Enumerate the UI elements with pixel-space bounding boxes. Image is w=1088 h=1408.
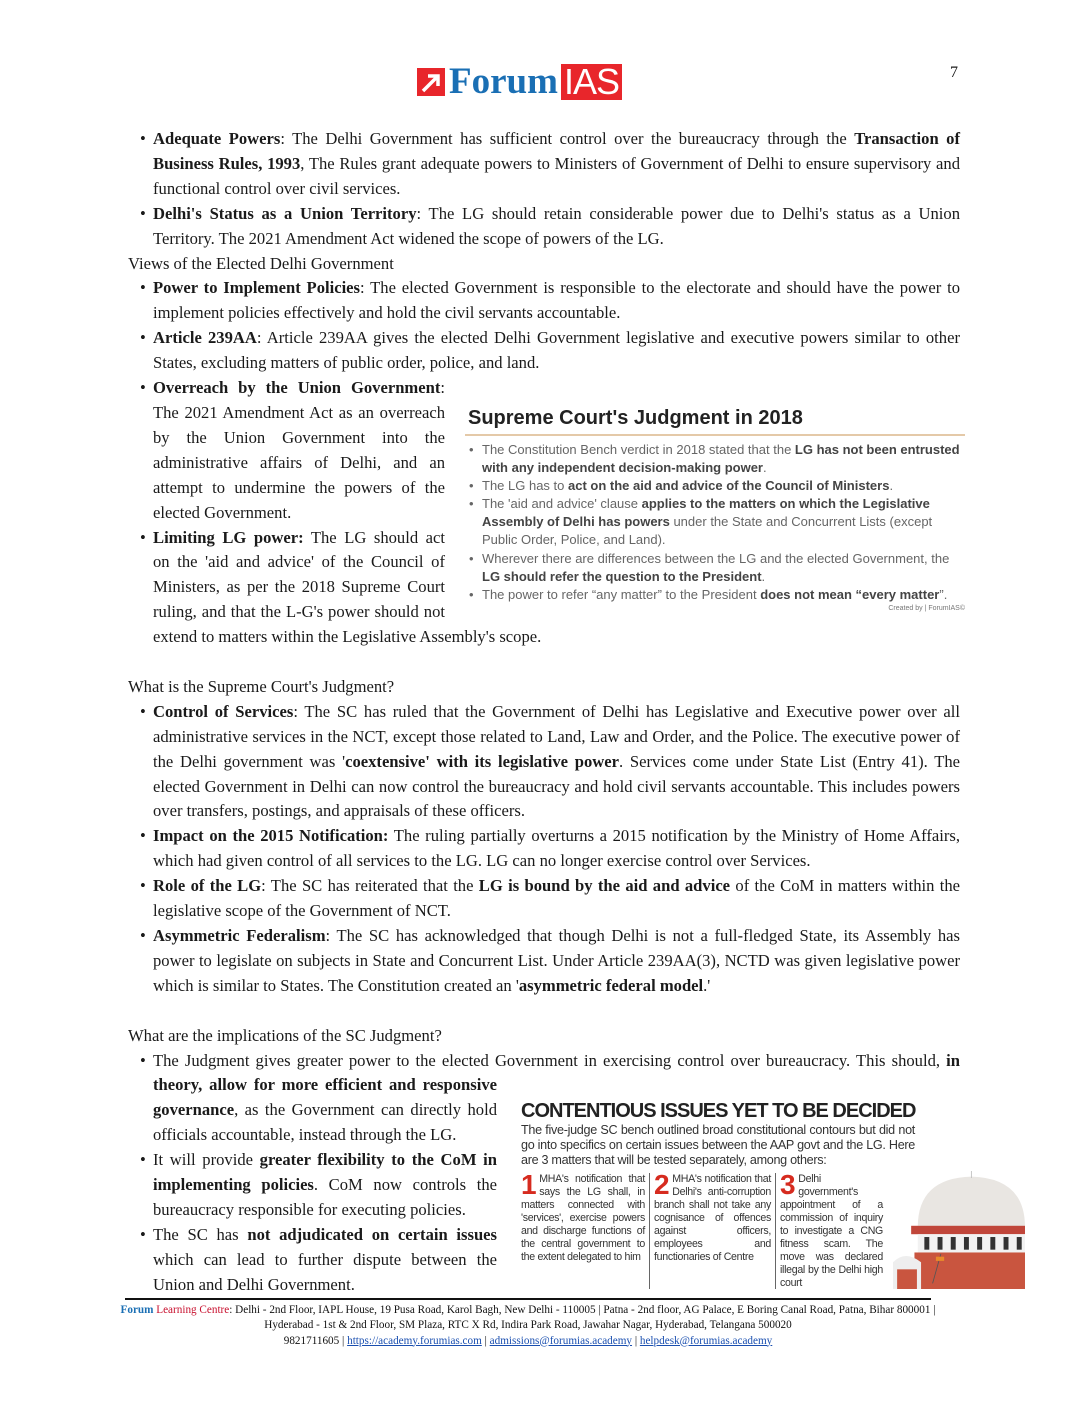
text: The Constitution Bench verdict in 2018 stated that the — [482, 441, 795, 457]
bold-text: act on the aid and advice of the Council of Ministers — [568, 478, 890, 494]
graphic-intro: The five-judge SC bench outlined broad constitutional contours but did not go into specifics on certain issues between the AAP govt and the LG. Here are 3 matters that will be tested separately, among others: — [521, 1123, 915, 1168]
graphic-title: • CONTENTIOUS ISSUES YET TO BE DECIDED — [521, 1100, 916, 1123]
text: : The Delhi Government has sufficient control over the bureaucracy through the — [280, 129, 855, 148]
text: : The LG should retain considerable power due to Delhi's status as a Union Territory. The 2021 Amendment Act widened the scope of powers of the LG. — [153, 203, 960, 248]
list-section2 — [128, 276, 965, 650]
infobox-credit: Created by | ForumIAS© — [888, 604, 965, 612]
separator: | — [339, 1334, 348, 1347]
text: : The SC has acknowledged that though Delhi is not a full-fledged State, its Assembly has power to legislate on subjects in State and Concurrent List. Under Article 239AA(3), NCTD was given legislative power which is similar to States. The Constitution created an ' — [153, 925, 960, 995]
bold-text: Limiting LG power: — [153, 527, 304, 547]
footer-address: Delhi - 2nd Floor, IAPL House, 19 Pusa Road, Karol Bagh, New Delhi - 110005 | Patna - 2nd floor, AG Palace, E Boring Canal Road, Patna, Bihar 800001 | Hyderabad - 1st & 2nd Floor, SM Plaza, RTC X Rd, Indira Park Road, Jawahar Nagar, Hyderabad, Telangana 500020 — [235, 1303, 936, 1332]
infobox-title: • Supreme Court's Judgment in 2018 — [465, 405, 965, 436]
bold-text: Role of the LG — [153, 876, 262, 896]
heading-views-delhi-government: Views of the Elected Delhi Government — [128, 253, 394, 273]
text: . — [762, 460, 767, 476]
list-section1 — [128, 127, 960, 252]
list-item — [128, 1223, 960, 1298]
list-item — [128, 924, 960, 999]
text: : The SC has reiterated that the — [261, 876, 479, 896]
text: . CoM now controls the bureaucracy responsible for executing policies. — [153, 1175, 497, 1219]
main-content — [128, 0, 965, 1298]
list-item — [128, 127, 960, 202]
bold-text: Asymmetric Federalism — [153, 925, 326, 945]
text: It will provide — [153, 1150, 260, 1170]
separator: | — [481, 1334, 490, 1347]
bold-text: asymmetric federal model — [518, 975, 704, 995]
text: . — [889, 478, 894, 494]
bold-text: Power to Implement Policies — [153, 278, 361, 298]
website-link[interactable]: https://academy.forumias.com — [347, 1334, 482, 1347]
footer-brand-sub: Learning Centre — [153, 1303, 230, 1316]
bold-text: not adjudicated on certain issues — [247, 1224, 497, 1244]
list-item — [465, 477, 965, 495]
issue-number: 1 — [521, 1169, 537, 1201]
list-section3 — [128, 700, 960, 999]
bold-text: does not mean “every matter — [760, 586, 940, 602]
text: , as the Government can directly hold officials accountable, instead through the LG. — [153, 1100, 497, 1145]
list-item — [128, 276, 960, 326]
text: The ruling partially overturns a 2015 notification by the Ministry of Home Affairs, which had given control of all services to the LG. LG can no longer exercise control over Services. — [153, 826, 961, 871]
text: : The elected Government is responsible to the electorate and should have the power to implement policies effectively and hold the civil servants accountable. — [153, 278, 960, 323]
text: : The 2021 Amendment Act as an overreach by the Union Government into the administrative affairs of Delhi, and an attempt to undermine the powers of the elected Government. — [153, 378, 445, 522]
footer-phone: 9821711605 — [283, 1334, 340, 1347]
text: The SC has — [153, 1224, 248, 1244]
list-item — [128, 326, 960, 376]
text: The LG has to — [482, 478, 568, 494]
bold-text: coextensive' with its legislative power — [345, 751, 619, 771]
list-item — [465, 441, 965, 477]
footer-divider — [125, 1298, 931, 1300]
text: Wherever there are differences between the LG and the elected Government, the — [482, 550, 950, 566]
bold-text: Transaction of Business Rules, 1993 — [153, 129, 960, 173]
issue-number: 3 — [780, 1169, 796, 1201]
bold-text: Overreach by the Union Government — [153, 378, 441, 398]
text: .' — [703, 975, 711, 995]
text: , The Rules grant adequate powers to Ministers of Government of Delhi to ensure supervisory and functional control over civil services. — [153, 153, 960, 198]
text: . — [761, 568, 766, 584]
bold-text: LG should refer the question to the President — [482, 568, 762, 584]
bold-text: Article 239AA — [153, 328, 257, 348]
bold-text: greater flexibility to the CoM in implementing policies — [153, 1150, 497, 1195]
logo-highlight: IAS — [561, 64, 622, 100]
bold-text: applies to the matters on which the Legislative Assembly of Delhi has powers — [482, 496, 930, 530]
bold-text: Control of Services — [153, 701, 294, 721]
text: under the State and Concurrent Lists (except Public Order, Police, and Land). — [482, 514, 933, 548]
issue-text: MHA's notification that Delhi's anti-corruption branch shall not take any cognisance of offences against officers, employees and functionaries of Centre — [654, 1173, 771, 1263]
text: The LG should act on the 'aid and advice' of the Council of Ministers, as per the 2018 Supreme Court ruling, and that the L-G's power should not extend to matters within the Legislative Assembly's scope. — [153, 527, 542, 647]
heading-sc-judgment: What is the Supreme Court's Judgment? — [128, 676, 395, 696]
footer — [110, 1303, 946, 1390]
bold-text: in theory, allow for more efficient and responsive governance — [153, 1050, 960, 1120]
issue-text: MHA's notification that says the LG shall, in matters connected with 'services', exercise powers and discharge functions of the central government to the extent delegated to him — [521, 1173, 645, 1263]
list-item — [128, 874, 960, 924]
bold-text: LG is bound by the aid and advice — [478, 876, 731, 896]
list-item — [128, 700, 960, 825]
bold-text: Impact on the 2015 Notification: — [153, 826, 389, 846]
bold-text: Adequate Powers — [153, 129, 281, 148]
text: : Article 239AA gives the elected Delhi Government legislative and executive powers similar to other States, excluding matters of public order, police, and land. — [153, 328, 960, 373]
footer-brand: Forum — [120, 1303, 154, 1316]
list-item — [128, 526, 960, 651]
text: which can lead to further dispute between the Union and Delhi Government. — [153, 1249, 497, 1294]
bold-text: LG has not been entrusted with any independent decision-making power — [482, 441, 960, 476]
list-section4 — [128, 1049, 960, 1298]
text: of the CoM in matters within the legislative scope of the Government of NCT. — [153, 876, 961, 921]
text: : The SC has ruled that the Government of Delhi has Legislative and Executive power over all administrative services in the NCT, except those related to Land, Law and Order, and the Police. The executive power of the Delhi government was ' — [153, 701, 961, 771]
page-number: 7 — [950, 64, 958, 81]
list-item — [128, 202, 960, 252]
helpdesk-email-link[interactable]: helpdesk@forumias.academy — [639, 1334, 773, 1347]
logo-text: Forum — [449, 61, 558, 102]
list-item — [128, 824, 960, 874]
list-item — [128, 1148, 960, 1223]
text: The power to refer “any matter” to the President — [482, 586, 761, 602]
heading-implications: What are the implications of the SC Judgment? — [128, 1025, 442, 1045]
footer-colon: : — [229, 1303, 236, 1316]
text: The 'aid and advice' clause — [482, 496, 642, 512]
separator: | — [632, 1334, 640, 1347]
text: The Judgment gives greater power to the elected Government in exercising control over bureaucracy. This should, — [153, 1050, 947, 1070]
admissions-email-link[interactable]: admissions@forumias.academy — [489, 1334, 633, 1347]
text: ”. — [939, 586, 948, 602]
issue-text: Delhi government's appointment of a commission of inquiry to investigate a CNG fitness scam. The move was declared illegal by the Delhi high court — [780, 1173, 883, 1289]
bold-text: Delhi's Status as a Union Territory — [153, 203, 417, 223]
issue-number: 2 — [654, 1169, 670, 1201]
text: . Services come under State List (Entry 41). The elected Government in Delhi can now control the bureaucracy and hold civil servants accountable. This includes powers over transfers, postings, and appraisals of these officers. — [153, 751, 961, 821]
